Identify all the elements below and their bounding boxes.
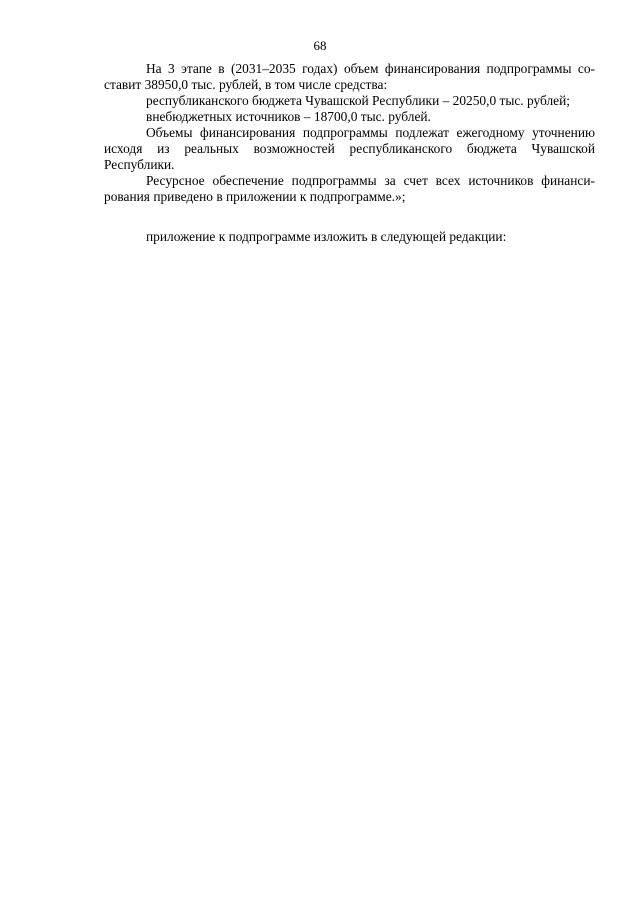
paragraph-republican-budget: республиканского бюджета Чувашской Республики – 20250,0 тыс. рублей; [146,93,571,108]
document-body [104,61,595,245]
paragraph-annual-refinement: Объемы финансирования подпрограммы подлежат ежегодному уточнению исходя из реальных возможностей республиканского бюджета Чувашской Республики. [104,125,595,172]
page-number: 68 [313,38,327,53]
paragraph-spacer [104,205,595,229]
paragraph-resource-provision: Ресурсное обеспечение подпрограммы за счет всех источников финансирования приведено в приложении к подпрограмме.»; [104,173,595,204]
paragraph-appendix-instruction: приложение к подпрограмме изложить в следующей редакции: [146,229,507,244]
paragraph-extrabudgetary-sources: внебюджетных источников – 18700,0 тыс. рублей. [146,109,431,124]
paragraph-stage-3-funding: На 3 этапе в (2031–2035 годах) объем финансирования подпрограммы составит 38950,0 тыс. рублей, в том числе средства: [104,61,595,92]
